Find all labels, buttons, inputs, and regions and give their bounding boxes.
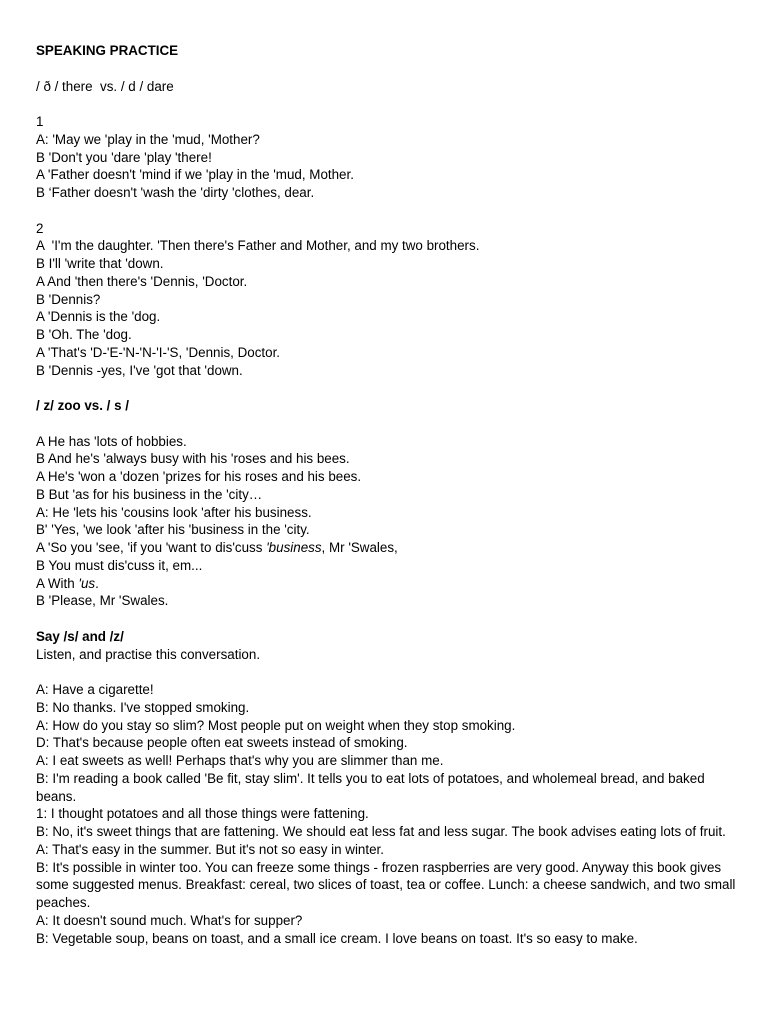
dialogue-line: B: I'm reading a book called 'Be fit, stay slim'. It tells you to eat lots of potatoes, and wholemeal bread, and baked beans. [36,770,709,804]
document-title: SPEAKING PRACTICE [36,43,179,58]
text-run: A With [36,575,79,591]
text-run: A 'So you 'see, 'if you 'want to dis'cuss [36,540,267,555]
spacer [36,663,738,681]
dialogue-line: 1: I thought potatoes and all those things were fattening. [36,806,369,822]
section-heading-say-s-z: Say /s/ and /z/ [36,628,124,644]
dialogue-line: B But 'as for his business in the 'city… [36,486,263,502]
dialogue-line: B: No, it's sweet things that are fattening. We should eat less fat and less sugar. The book advises eating lots of fruit. [36,824,726,839]
dialogue-line: A: 'May we 'play in the 'mud, 'Mother? [36,131,260,147]
dialogue-line: B: Vegetable soup, beans on toast, and a small ice cream. I love beans on toast. It's so easy to make. [36,930,638,946]
dialogue-line: B 'Dennis -yes, I've 'got that 'down. [36,362,243,378]
dialogue-line: B: No thanks. I've stopped smoking. [36,699,250,715]
dialogue-line: A He has 'lots of hobbies. [36,433,187,449]
dialogue-line: B I'll 'write that 'down. [36,256,164,271]
dialogue-line: B And he's 'always busy with his 'roses and his bees. [36,451,350,467]
dialogue-line: A: It doesn't sound much. What's for supper? [36,912,303,928]
spacer [36,202,738,220]
dialogue-line-discuss [36,539,738,557]
dialogue-line: A 'Father doesn't 'mind if we 'play in the 'mud, Mother. [36,167,354,183]
dialogue-line: A 'That's 'D-'E-'N-'N-'I-'S, 'Dennis, Doctor. [36,344,281,360]
spacer [36,415,738,433]
italic-word: 'business [266,540,322,555]
dialogue-line: A: How do you stay so slim? Most people put on weight when they stop smoking. [36,717,516,733]
dialogue-line: A: He 'lets his 'cousins look 'after his business. [36,504,312,520]
dialogue-line: B: It's possible in winter too. You can freeze some things - frozen raspberries are very good. Anyway this book gives some suggested menus. Breakfast: cereal, two slices of toast, tea or coffee. Lunch: a cheese sandwich, and two small peaches. [36,859,740,910]
text-run: . [95,575,99,591]
dialogue-line-with-us [36,575,738,593]
italic-word: 'us [78,575,96,591]
dialogue-line: B 'Dennis? [36,291,101,307]
section-heading-dh-vs-d: / ð / there vs. / d / dare [36,78,174,94]
dialogue-line: D: That's because people often eat sweets instead of smoking. [36,735,408,751]
spacer [36,95,738,113]
dialogue-line: A: I eat sweets as well! Perhaps that's why you are slimmer than me. [36,753,444,768]
dialogue-number: 1 [36,114,44,129]
dialogue-line: B You must dis'cuss it, em... [36,557,203,573]
dialogue-line: A And 'then there's 'Dennis, 'Doctor. [36,273,248,289]
dialogue-line: B 'Oh. The 'dog. [36,327,132,342]
instruction-text: Listen, and practise this conversation. [36,646,261,662]
spacer [36,610,738,628]
dialogue-line: A 'Dennis is the 'dog. [36,309,161,325]
dialogue-line: A: That's easy in the summer. But it's not so easy in winter. [36,841,384,857]
dialogue-number: 2 [36,220,44,236]
section-heading-z-vs-s: / z/ zoo vs. / s / [36,398,130,413]
dialogue-line: B 'Don't you 'dare 'play 'there! [36,149,212,165]
dialogue-line: B 'Please, Mr 'Swales. [36,593,169,609]
dialogue-line: A: Have a cigarette! [36,682,154,697]
text-run: , Mr 'Swales, [321,540,398,555]
spacer [36,60,738,78]
dialogue-line: A He's 'won a 'dozen 'prizes for his roses and his bees. [36,469,362,484]
spacer [36,379,738,397]
dialogue-line: A 'I'm the daughter. 'Then there's Father and Mother, and my two brothers. [36,238,480,254]
dialogue-line: B ‘Father doesn't 'wash the 'dirty 'clothes, dear. [36,185,315,200]
dialogue-line: B' 'Yes, 'we look 'after his 'business in the 'city. [36,522,310,538]
